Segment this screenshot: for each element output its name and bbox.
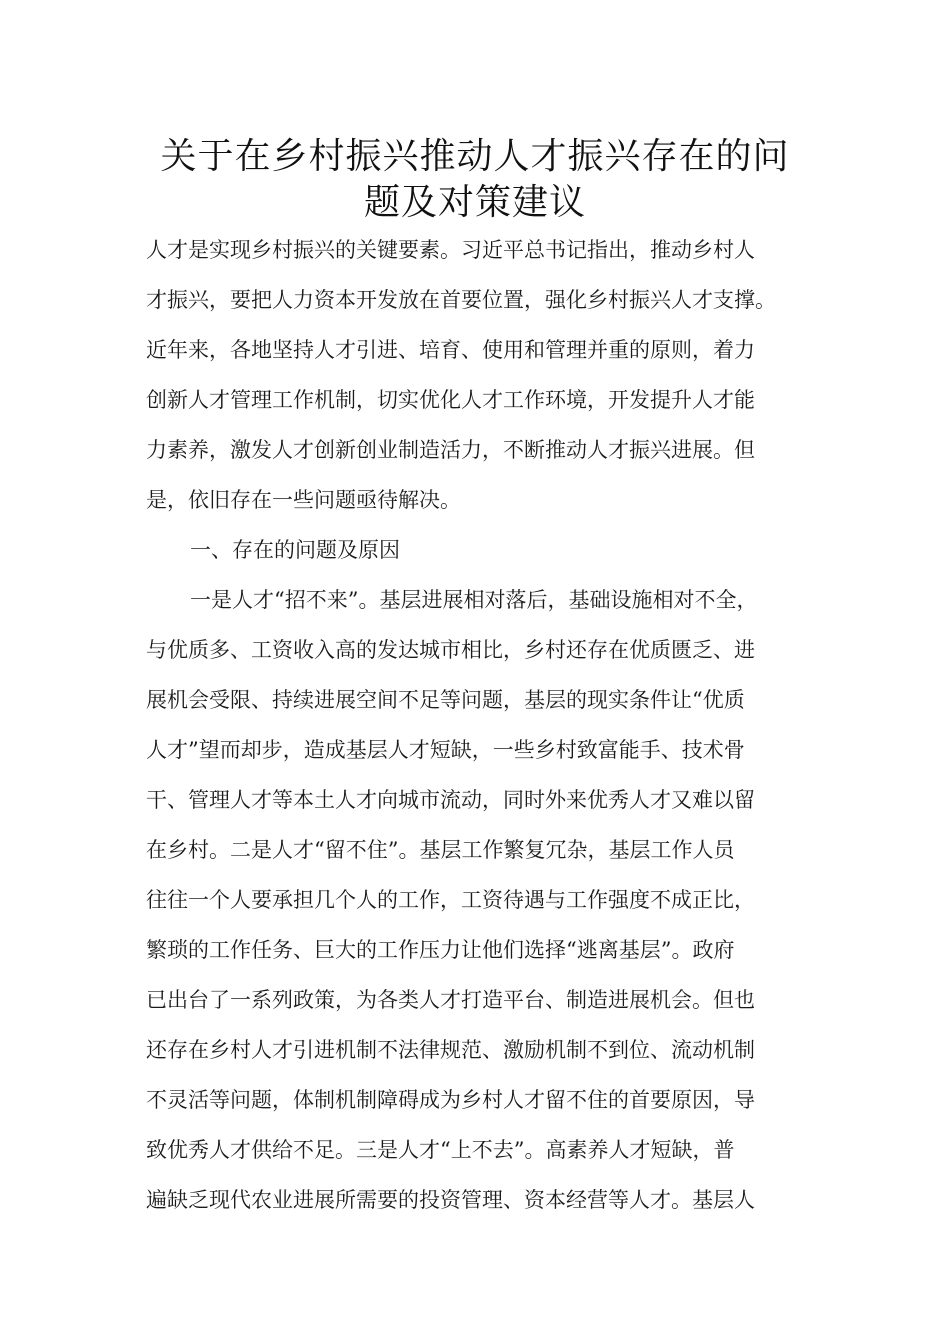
body-line: 人才是实现乡村振兴的关键要素。习近平总书记指出，推动乡村人 [146, 238, 755, 262]
body-line: 遍缺乏现代农业进展所需要的投资管理、资本经营等人才。基层人 [146, 1188, 755, 1212]
body-line: 与优质多、工资收入高的发达城市相比，乡村还存在优质匮乏、进 [146, 638, 755, 662]
body-line: 创新人才管理工作机制，切实优化人才工作环境，开发提升人才能 [146, 388, 755, 412]
body-line: 致优秀人才供给不足。三是人才“上不去”。高素养人才短缺，普 [146, 1138, 735, 1162]
body-line: 已出台了一系列政策，为各类人才打造平台、制造进展机会。但也 [146, 988, 755, 1012]
body-line: 人才”望而却步，造成基层人才短缺，一些乡村致富能手、技术骨 [146, 738, 745, 762]
body-line: 在乡村。二是人才“留不住”。基层工作繁复冗杂，基层工作人员 [146, 838, 735, 862]
body-line: 不灵活等问题，体制机制障碍成为乡村人才留不住的首要原因，导 [146, 1088, 755, 1112]
body-line: 是，依旧存在一些问题亟待解决。 [146, 488, 461, 512]
body-line: 展机会受限、持续进展空间不足等问题，基层的现实条件让“优质 [146, 688, 745, 712]
section-heading: 一、存在的问题及原因 [190, 538, 400, 562]
body-line: 还存在乡村人才引进机制不法律规范、激励机制不到位、流动机制 [146, 1038, 755, 1062]
body-line: 近年来，各地坚持人才引进、培育、使用和管理并重的原则，着力 [146, 338, 755, 362]
document-title-line-1: 关于在乡村振兴推动人才振兴存在的问 [160, 136, 790, 177]
body-line: 繁琐的工作任务、巨大的工作压力让他们选择“逃离基层”。政府 [146, 938, 735, 962]
body-line: 往往一个人要承担几个人的工作，工资待遇与工作强度不成正比， [146, 888, 755, 912]
document-title-line-2: 题及对策建议 [363, 182, 586, 223]
body-line: 一是人才“招不来”。基层进展相对落后，基础设施相对不全， [190, 588, 758, 612]
body-line: 力素养，激发人才创新创业制造活力，不断推动人才振兴进展。但 [146, 438, 755, 462]
body-line: 干、管理人才等本土人才向城市流动，同时外来优秀人才又难以留 [146, 788, 755, 812]
body-line: 才振兴，要把人力资本开发放在首要位置，强化乡村振兴人才支撑。 [146, 288, 776, 312]
